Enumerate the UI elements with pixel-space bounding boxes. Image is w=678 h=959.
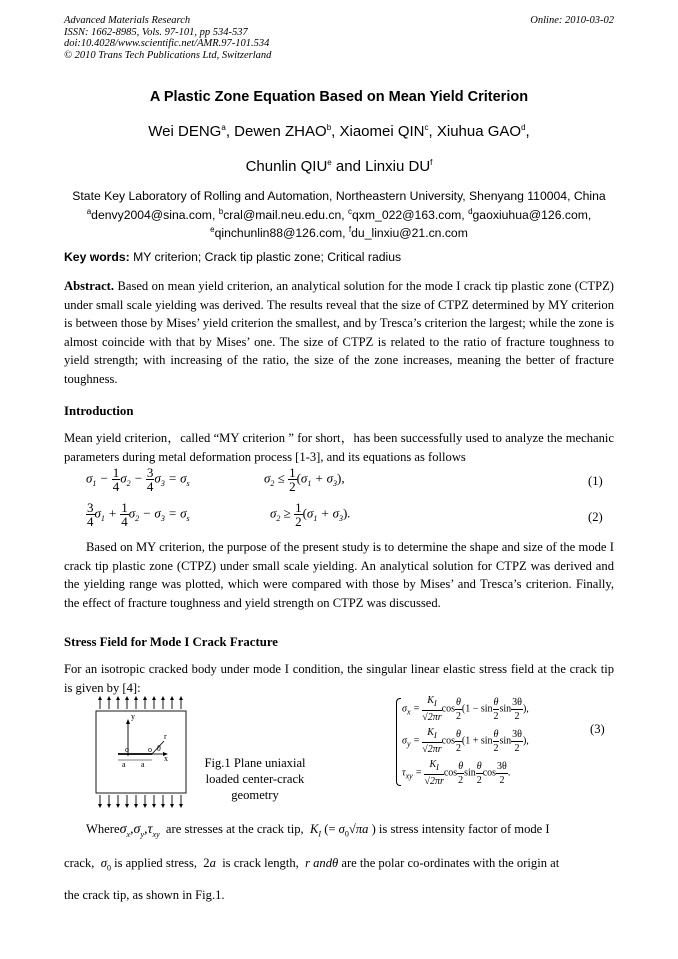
where-text: are stresses at the crack tip,: [165, 822, 304, 836]
authors-line-1: Wei DENG$^a$, Dewen ZHAO$^b$, Xiaomei QIN$^c$, Xiuhua GAO$^d$,: [148, 123, 530, 140]
label-theta: θ: [157, 744, 161, 753]
figure-1-crack-geometry: [92, 694, 192, 810]
equation-3-brace: [396, 698, 401, 786]
where-text: is crack length,: [222, 856, 299, 870]
where-line-1: $Where\sigma_x,\sigma_y,\tau_{xy}$ are stresses at the crack tip, $K_I$ (= $\sigma_0√\pi a$ ) is stress intensity factor of mode I: [86, 822, 550, 839]
equation-1-left: $\sigma_1$ − $\frac{1}{4}$ $\sigma_2$ − $\frac{3}{4}$ $\sigma_3 = \sigma_s$: [86, 465, 190, 494]
paper-title: A Plastic Zone Equation Based on Mean Yield Criterion: [149, 89, 529, 105]
where-text: r and: [305, 856, 333, 870]
where-line-3: the crack tip, as shown in Fig.1.: [64, 888, 225, 902]
author-name: Xiaomei QIN: [339, 123, 425, 140]
label-a2: a: [141, 760, 145, 769]
author-affil-mark: a: [221, 123, 226, 132]
label-a1: a: [122, 760, 126, 769]
email: denvy2004@sina.com,: [91, 208, 216, 223]
abstract: [64, 277, 614, 389]
abstract-label: Abstract.: [64, 279, 115, 293]
abstract-text: Based on mean yield criterion, an analytical solution for the mode I crack tip plastic zone (CTPZ) under small scale yielding was derived. The results reveal that the size of CTPZ determined by MY criterion is between those by Mises’ yield criterion the smallest, and by Tresca’s criterion the largest; while the zone is almost coincide with that by Mises’ one. The size of CTPZ is related to the ratio of fracture toughness to yield strength; with increasing of the ratio, the size of the zone increases, meaning the better of fracture toughness.: [64, 279, 614, 386]
figure-1-caption: Fig.1 Plane uniaxial loaded center-crack geometry: [204, 756, 306, 802]
intro-paragraph-2: Based on MY criterion, the purpose of the present study is to determine the shape and size of the mode I crack tip plastic zone (CTPZ) under small scale yielding. An analytical solution for CTPZ was derived and the yielding range was plotted, which were compared with those by Mises’ and Tresca’s criterion. Finally, the effect of fracture toughness and yield strength on CTPZ was discussed.: [64, 540, 614, 610]
email-mark: e: [210, 225, 215, 234]
label-o1: o: [125, 745, 129, 754]
email: gaoxiuhua@126.com,: [472, 208, 592, 223]
equation-2-number: (2): [588, 510, 603, 524]
email: qinchunlin88@126.com,: [214, 226, 346, 241]
stress-paragraph-1: For an isotropic cracked body under mode I condition, the singular linear elastic stress field at the crack tip is given by [4]:: [64, 662, 614, 695]
where-line-2: crack, $\sigma_0$ is applied stress, 2a is crack length, r andθ are the polar co-ordinates with the origin at: [64, 856, 560, 873]
copyright-line: © 2010 Trans Tech Publications Ltd, Switzerland: [64, 49, 272, 61]
email: cral@mail.neu.edu.cn,: [223, 208, 345, 223]
section-heading-introduction: Introduction: [64, 404, 134, 418]
authors-line-2: [0, 158, 678, 175]
author-name: Linxiu DU: [365, 158, 431, 175]
equation-3-sigma-y: $\sigma_y$ = $\frac{K_I}{√2\pi r}$ cos $\frac{\theta}{2}$ (1 + sin $\frac{\theta}{2}$ sin $\frac{3\theta}{2}$ ),: [402, 727, 529, 755]
equation-3-sigma-x: $\sigma_x$ = $\frac{K_I}{√2\pi r}$ cos $\frac{\theta}{2}$ (1 − sin $\frac{\theta}{2}$ sin $\frac{3\theta}{2}$ ),: [402, 695, 529, 723]
issn-line: ISSN: 1662-8985, Vols. 97-101, pp 534-537: [64, 26, 248, 38]
equation-3-system: [396, 694, 576, 790]
top-load-arrows: [100, 698, 181, 709]
author-affil-mark: f: [430, 158, 433, 167]
and-word: and: [335, 158, 361, 175]
equation-1-condition: $\sigma_2$ ≤ $\frac{1}{2}$ $(\sigma_1 + \sigma_3)$,: [264, 465, 345, 494]
where-text: is applied stress,: [114, 856, 197, 870]
author-name: Dewen ZHAO: [234, 123, 327, 140]
email: qxm_022@163.com,: [352, 208, 465, 223]
label-y: y: [131, 712, 135, 721]
equation-3-number: (3): [590, 722, 605, 736]
email-mark: a: [86, 207, 92, 216]
doi-line: doi:10.4028/www.scientific.net/AMR.97-101.534: [64, 38, 270, 49]
emails-line-1: [0, 207, 678, 222]
where-text: Where: [86, 822, 120, 836]
keywords-label: Key words:: [64, 250, 130, 264]
plate-outline: [96, 711, 186, 793]
author-affil-mark: b: [326, 123, 332, 132]
email-mark: b: [218, 207, 224, 216]
email: du_linxiu@21.cn.com: [351, 226, 468, 241]
author-name: Wei DENG: [148, 123, 222, 140]
equation-1-number: (1): [588, 474, 603, 488]
equation-3-tau-xy: $\tau_{xy}$ = $\frac{K_I}{√2\pi r}$ cos $\frac{\theta}{2}$ sin $\frac{\theta}{2}$ cos $\frac{3\theta}{2}$ .: [402, 759, 511, 787]
section-heading-stress-field: Stress Field for Mode I Crack Fracture: [64, 635, 278, 649]
equation-2-left: $\frac{3}{4}$ $\sigma_1$ + $\frac{1}{4}$ $\sigma_2 - \sigma_3 = \sigma_s$: [87, 500, 190, 529]
keywords-text: MY criterion; Crack tip plastic zone; Critical radius: [133, 250, 402, 264]
label-x: x: [164, 754, 168, 763]
where-text: are the polar co-ordinates with the origin at: [341, 856, 560, 870]
where-text: crack,: [64, 856, 95, 870]
author-affil-mark: c: [424, 123, 429, 132]
email-mark: c: [348, 207, 353, 216]
journal-name: Advanced Materials Research: [64, 15, 191, 26]
author-affil-mark: d: [521, 123, 526, 132]
author-affil-mark: e: [327, 158, 332, 167]
email-mark: d: [468, 207, 473, 216]
label-r: r: [164, 732, 167, 741]
keywords: [64, 250, 401, 264]
equation-2-condition: $\sigma_2$ ≥ $\frac{1}{2}$ $(\sigma_1 + \sigma_3)$.: [270, 500, 351, 529]
label-o2: o: [148, 745, 152, 754]
affiliation: State Key Laboratory of Rolling and Automation, Northeastern University, Shenyang 110004, China: [72, 189, 606, 203]
intro-paragraph-1: Mean yield criterion，called “MY criterion ” for short，has been successfully used to analyze the mechanic parameters during metal deformation process [1-3], and its equations as follows: [64, 431, 614, 464]
email-mark: f: [348, 225, 352, 234]
running-header: [64, 15, 271, 61]
author-name: Chunlin QIU: [245, 158, 328, 175]
emails-line-2: [0, 225, 678, 240]
bottom-load-arrows: [100, 795, 181, 806]
where-text: is stress intensity factor of mode I: [378, 822, 550, 836]
online-date: Online: 2010-03-02: [530, 15, 614, 26]
author-name: Xiuhua GAO: [436, 123, 522, 140]
